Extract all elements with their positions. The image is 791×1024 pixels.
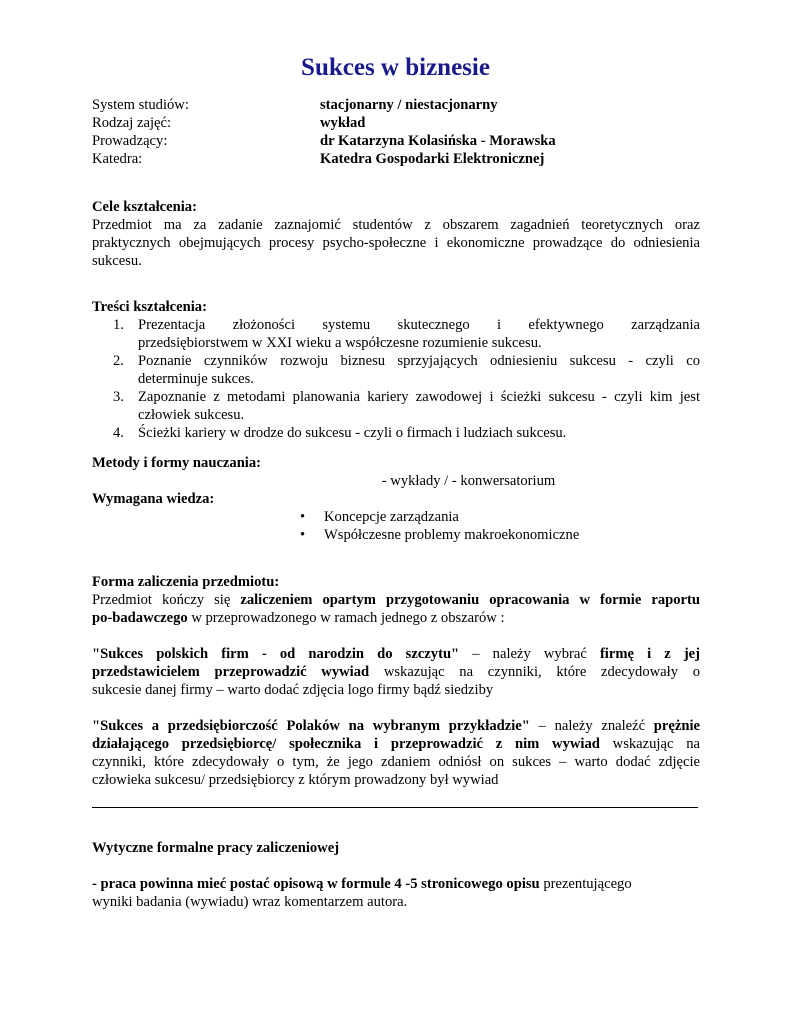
meta-row xyxy=(92,132,712,150)
bullet-icon: • xyxy=(300,527,306,543)
list-item xyxy=(92,388,700,424)
meta-value: stacjonarny / niestacjonarny xyxy=(320,97,498,113)
meta-value: dr Katarzyna Kolasińska - Morawska xyxy=(320,133,556,149)
meta-value: wykład xyxy=(320,115,366,131)
list-item xyxy=(92,352,700,388)
list-item-text: Koncepcje zarządzania xyxy=(324,509,459,525)
meta-row xyxy=(92,150,712,168)
list-number: 3. xyxy=(113,389,124,405)
meta-label: Katedra: xyxy=(92,151,143,167)
wytyczne-line xyxy=(92,875,700,893)
tresci-section xyxy=(92,298,700,442)
list-item-text: Współczesne problemy makroekonomiczne xyxy=(324,527,580,543)
meta-label: System studiów: xyxy=(92,97,189,113)
wiedza-list xyxy=(92,508,700,544)
cele-section xyxy=(92,198,700,270)
text-span: zaliczeniem opartym przygotowaniu opracowania w formie raportu xyxy=(240,592,700,608)
option-2-line: człowieka sukcesu/ przedsiębiorcy z którym prowadzony był wywiad xyxy=(92,772,499,788)
option-title: "Sukces polskich firm - od narodzin do szczytu" xyxy=(92,646,460,662)
meta-label: Prowadzący: xyxy=(92,133,168,149)
text-span: – należy wybrać xyxy=(459,646,600,662)
text-span: wskazując na xyxy=(599,736,700,752)
text-span: prezentującego xyxy=(539,876,632,892)
list-item xyxy=(92,508,700,526)
option-1-line xyxy=(92,663,700,681)
wytyczne-line: wyniki badania (wywiadu) wraz komentarzem autora. xyxy=(92,894,408,910)
text-span: firmę i z jej xyxy=(599,646,701,662)
text-span: prężnie xyxy=(653,718,700,734)
list-number: 2. xyxy=(113,353,124,369)
meta-row xyxy=(92,96,712,114)
metody-text: - wykłady / - konwersatorium xyxy=(381,473,556,489)
text-span: działającego przedsiębiorcę/ społecznika i przeprowadzić z nim wywiad xyxy=(92,736,600,752)
forma-paragraph-line xyxy=(92,609,700,627)
tresci-heading: Treści kształcenia: xyxy=(92,299,207,315)
text-span: w przeprowadzonego w ramach jednego z obszarów : xyxy=(187,610,505,626)
list-item-line: Poznanie czynników rozwoju biznesu sprzyjających odniesieniu sukcesu - czyli co xyxy=(138,353,700,369)
list-item-line: przedsiębiorstwem w XXI wieku a współczesne rozumienie sukcesu. xyxy=(138,335,542,351)
forma-section xyxy=(92,573,700,789)
option-1-line: sukcesie danej firmy – warto dodać zdjęcia logo firmy bądź siedziby xyxy=(92,682,494,698)
text-span: wskazując na czynniki, które zdecydowały o xyxy=(369,664,700,680)
list-number: 1. xyxy=(113,317,124,333)
wiedza-heading: Wymagana wiedza: xyxy=(92,491,215,507)
horizontal-divider xyxy=(92,807,698,808)
option-2-line xyxy=(92,717,700,735)
list-item xyxy=(92,316,700,352)
option-2-line xyxy=(92,735,700,753)
forma-paragraph-line xyxy=(92,591,700,609)
text-span: – należy znaleźć xyxy=(529,718,654,734)
text-span: przedstawicielem przeprowadzić wywiad xyxy=(92,664,370,680)
cele-heading: Cele kształcenia: xyxy=(92,199,197,215)
tresci-list xyxy=(92,316,700,442)
option-2-line: czynniki, które zdecydowały o tym, że jego zdaniem odniósł on sukces – warto dodać zdjęcie xyxy=(92,754,700,770)
bullet-icon: • xyxy=(300,509,306,525)
meta-row xyxy=(92,114,712,132)
list-item xyxy=(92,424,700,442)
list-item-line: człowiek sukcesu. xyxy=(138,407,245,423)
document-title: Sukces w biznesie xyxy=(301,54,490,81)
meta-value: Katedra Gospodarki Elektronicznej xyxy=(320,151,545,167)
wytyczne-heading: Wytyczne formalne pracy zaliczeniowej xyxy=(92,840,340,856)
list-item-line: Zapoznanie z metodami planowania kariery zawodowej i ścieżki sukcesu - czyli kim jest xyxy=(138,389,700,405)
list-item-line: Prezentacja złożoności systemu skutecznego i efektywnego zarządzania xyxy=(138,317,700,333)
list-number: 4. xyxy=(113,425,124,441)
list-item-line: determinuje sukces. xyxy=(138,371,254,387)
text-span: - praca powinna mieć postać opisową w formule 4 -5 stronicowego opisu xyxy=(92,876,540,892)
cele-text: Przedmiot ma za zadanie zaznajomić studentów z obszarem zagadnień teoretycznych oraz praktycznych obejmujących procesy psycho-społeczne i ekonomiczne prowadzące do odniesienia sukcesu. xyxy=(92,217,700,269)
option-1-line xyxy=(92,645,700,663)
text-span: po-badawczego xyxy=(92,610,188,626)
forma-heading: Forma zaliczenia przedmiotu: xyxy=(92,574,280,590)
meta-label: Rodzaj zajęć: xyxy=(92,115,172,131)
option-title: "Sukces a przedsiębiorczość Polaków na wybranym przykładzie" xyxy=(92,718,530,734)
list-item xyxy=(92,526,700,544)
wytyczne-section xyxy=(92,839,700,911)
list-item-line: Ścieżki kariery w drodze do sukcesu - czyli o firmach i ludziach sukcesu. xyxy=(138,425,567,441)
metody-section xyxy=(92,454,700,490)
metody-heading: Metody i formy nauczania: xyxy=(92,455,262,471)
text-span: Przedmiot kończy się xyxy=(92,592,241,608)
wiedza-section xyxy=(92,490,700,544)
course-meta xyxy=(92,96,712,168)
